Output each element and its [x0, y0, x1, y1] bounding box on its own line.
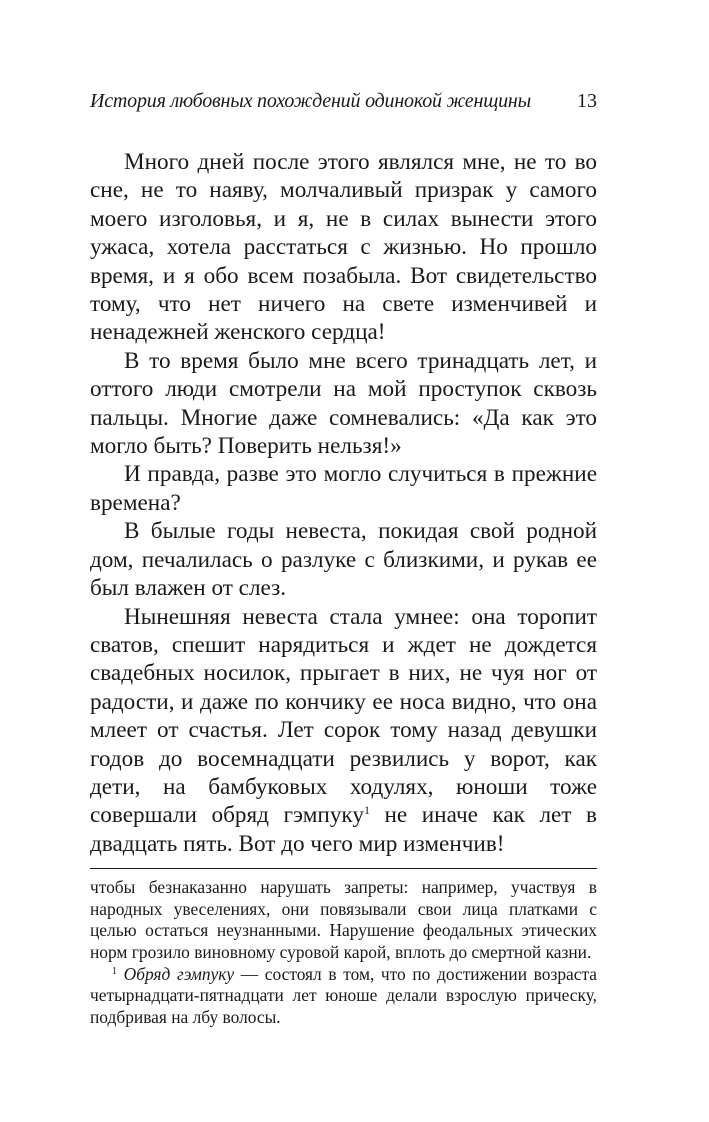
page-number: 13 [577, 90, 597, 112]
footnote-text: — состоял в том, что по достижении возраста четырнадцати-пятнадцати лет юноше делали взрослую прическу, подбривая на лбу волосы. [90, 963, 597, 1027]
paragraph: И правда, разве это могло случиться в прежние времена? [90, 461, 597, 516]
footnote-divider [90, 868, 597, 869]
paragraph-with-footnote [90, 603, 597, 859]
paragraph-text: Нынешняя невеста стала умнее: она торопит сватов, спешит нарядиться и ждет не дождется свадебных носилок, прыгает в них, не чуя ног от радости, и даже по кончику ее носа видно, что она млеет от счастья. Лет сорок тому назад девушки годов до восемнадцати резвились у ворот, как дети, на бамбуковых ходулях, юноши тоже совершали обряд гэмпуку [90, 603, 597, 829]
footnote-1 [90, 964, 597, 1029]
footnote-marker: 1 [112, 965, 117, 977]
footnote-term: Обряд гэмпуку [123, 963, 235, 984]
footnotes [90, 877, 597, 1028]
paragraph: В былые годы невеста, покидая свой родной дом, печалилась о разлуке с близкими, и рукав ее был влажен от слез. [90, 518, 597, 602]
book-page [90, 88, 597, 1028]
paragraph: В то время было мне всего тринадцать лет, и оттого люди смотрели на мой проступок сквозь пальцы. Многие даже сомневались: «Да как это могло быть? Поверить нельзя!» [90, 347, 597, 460]
paragraph: Много дней после этого являлся мне, не то во сне, не то наяву, молчаливый призрак у самого моего изголовья, и я, не в силах вынести этого ужаса, хотела расстаться с жизнью. Но прошло время, и я обо всем позабыла. Вот свидетельство тому, что нет ничего на свете изменчивей и ненадежней женского сердца! [90, 149, 597, 346]
footnote-continued: чтобы безнаказанно нарушать запреты: например, участвуя в народных увеселениях, они повязывали свои лица платками с целью остаться неузнанными. Нарушение феодальных этических норм грозило виновному суровой карой, вплоть до смертной казни. [90, 877, 597, 962]
paragraph-text: не иначе как лет в двадцать пять. Вот до чего мир изменчив! [90, 802, 597, 857]
footnote-reference[interactable]: 1 [363, 803, 370, 818]
running-title: История любовных похождений одинокой женщины [90, 90, 531, 112]
body-text [90, 148, 597, 858]
running-header [90, 88, 597, 114]
